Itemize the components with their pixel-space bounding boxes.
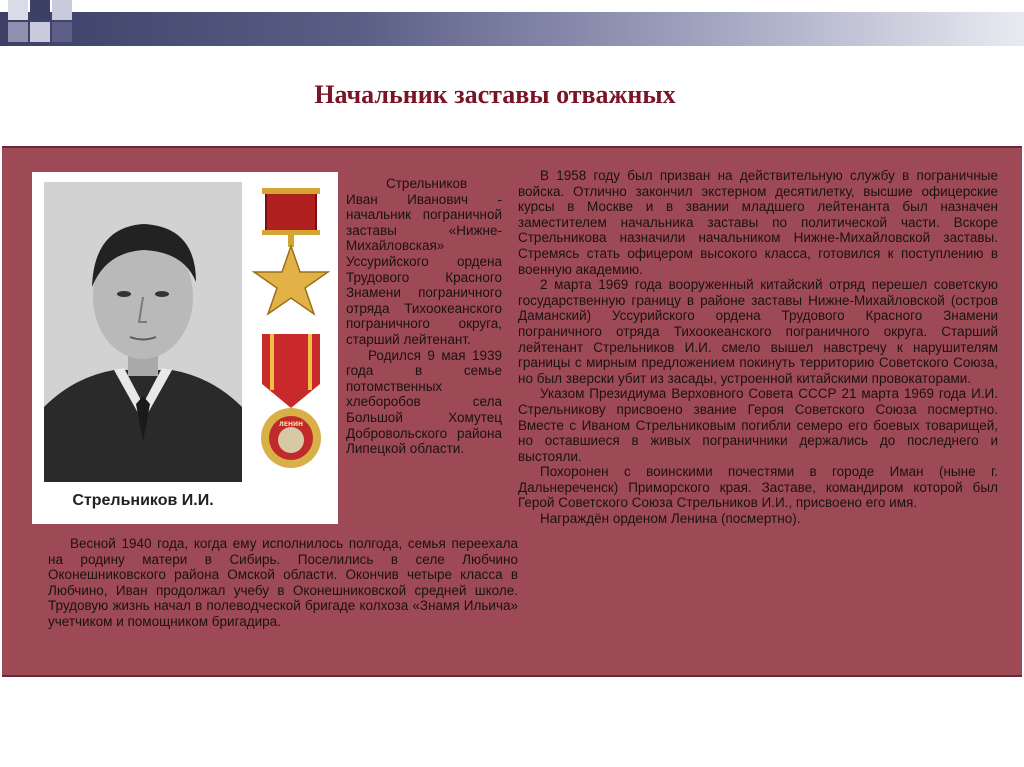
photo-frame <box>32 172 338 524</box>
biography-service-column <box>518 168 998 527</box>
biography-intro-column <box>346 176 502 457</box>
paragraph: В 1958 году был призван на действительную службу в пограничные войска. Отлично закончил экстерном десятилетку, высшие офицерские курсы в Москве и в звании младшего лейтенанта был назначен заместителем начальника заставы по политической части. Вскоре Стрельникова назначили начальником Нижне-Михайловской заставы. Стремясь стать офицером высокого класса, готовился к поступлению в военную академию. <box>518 168 998 277</box>
order-of-lenin <box>261 334 321 468</box>
portrait-photo <box>44 182 242 482</box>
slide-title: Начальник заставы отважных <box>314 80 676 109</box>
photo-caption: Стрельников И.И. <box>72 492 214 509</box>
biography-early-life-column <box>48 536 518 630</box>
decorative-square <box>8 0 28 20</box>
decorative-square <box>30 0 50 20</box>
decorative-square <box>8 22 28 42</box>
paragraph: Награждён орденом Ленина (посмертно). <box>540 511 801 527</box>
decorative-top-band <box>0 12 1024 46</box>
paragraph: Стрельников Иван Иванович - начальник пограничной заставы «Нижне-Михайловская» Уссурийского ордена Трудового Красного Знамени пограничного отряда Тихоокеанского пограничного округа, старший лейтенант. <box>346 176 502 347</box>
decorative-square <box>30 22 50 42</box>
decorative-square <box>52 0 72 20</box>
decorative-square <box>52 22 72 42</box>
paragraph: Указом Президиума Верховного Совета СССР 21 марта 1969 года И.И. Стрельникову присвоено звание Героя Советского Союза посмертно. Вместе с Иваном Стрельниковым погибли семеро его боевых товарищей, но оставшиеся в живых пограничники держались до последнего и выстояли. <box>518 386 998 464</box>
paragraph: Похоронен с воинскими почестями в городе Иман (ныне г. Дальнереченск) Приморского края. Заставе, командиром которой был Герой Советского Союза Стрельников И.И., присвоено его имя. <box>518 464 998 511</box>
svg-text:ЛЕНИН: ЛЕНИН <box>278 421 304 428</box>
gold-star-medal <box>254 188 328 314</box>
medals <box>248 184 334 484</box>
paragraph: 2 марта 1969 года вооруженный китайский отряд перешел советскую государственную границу в районе заставы Нижне-Михайловской (остров Даманский) Уссурийского ордена Трудового Красного Знамени пограничного отряда Тихоокеанского пограничного округа. Старший лейтенант Стрельников И.И. смело вышел навстречу к нарушителям границы с мирным предложением покинуть территорию Советского Союза, но был зверски убит из засады, устроенной китайскими провокаторами. <box>518 277 998 386</box>
paragraph: Весной 1940 года, когда ему исполнилось полгода, семья переехала на родину матери в Сибирь. Поселились в селе Любчино Оконешниковского района Омской области. Окончив четыре класса в Любчино, Иван продолжал учебу в Оконешниковской средней школе. Трудовую жизнь начал в полеводческой бригаде колхоза «Знамя Ильича» учетчиком и помощником бригадира. <box>48 536 518 629</box>
paragraph: Родился 9 мая 1939 года в семье потомственных хлеборобов села Большой Хомутец Добровольского района Липецкой области. <box>346 347 502 457</box>
article-panel <box>2 146 1022 677</box>
